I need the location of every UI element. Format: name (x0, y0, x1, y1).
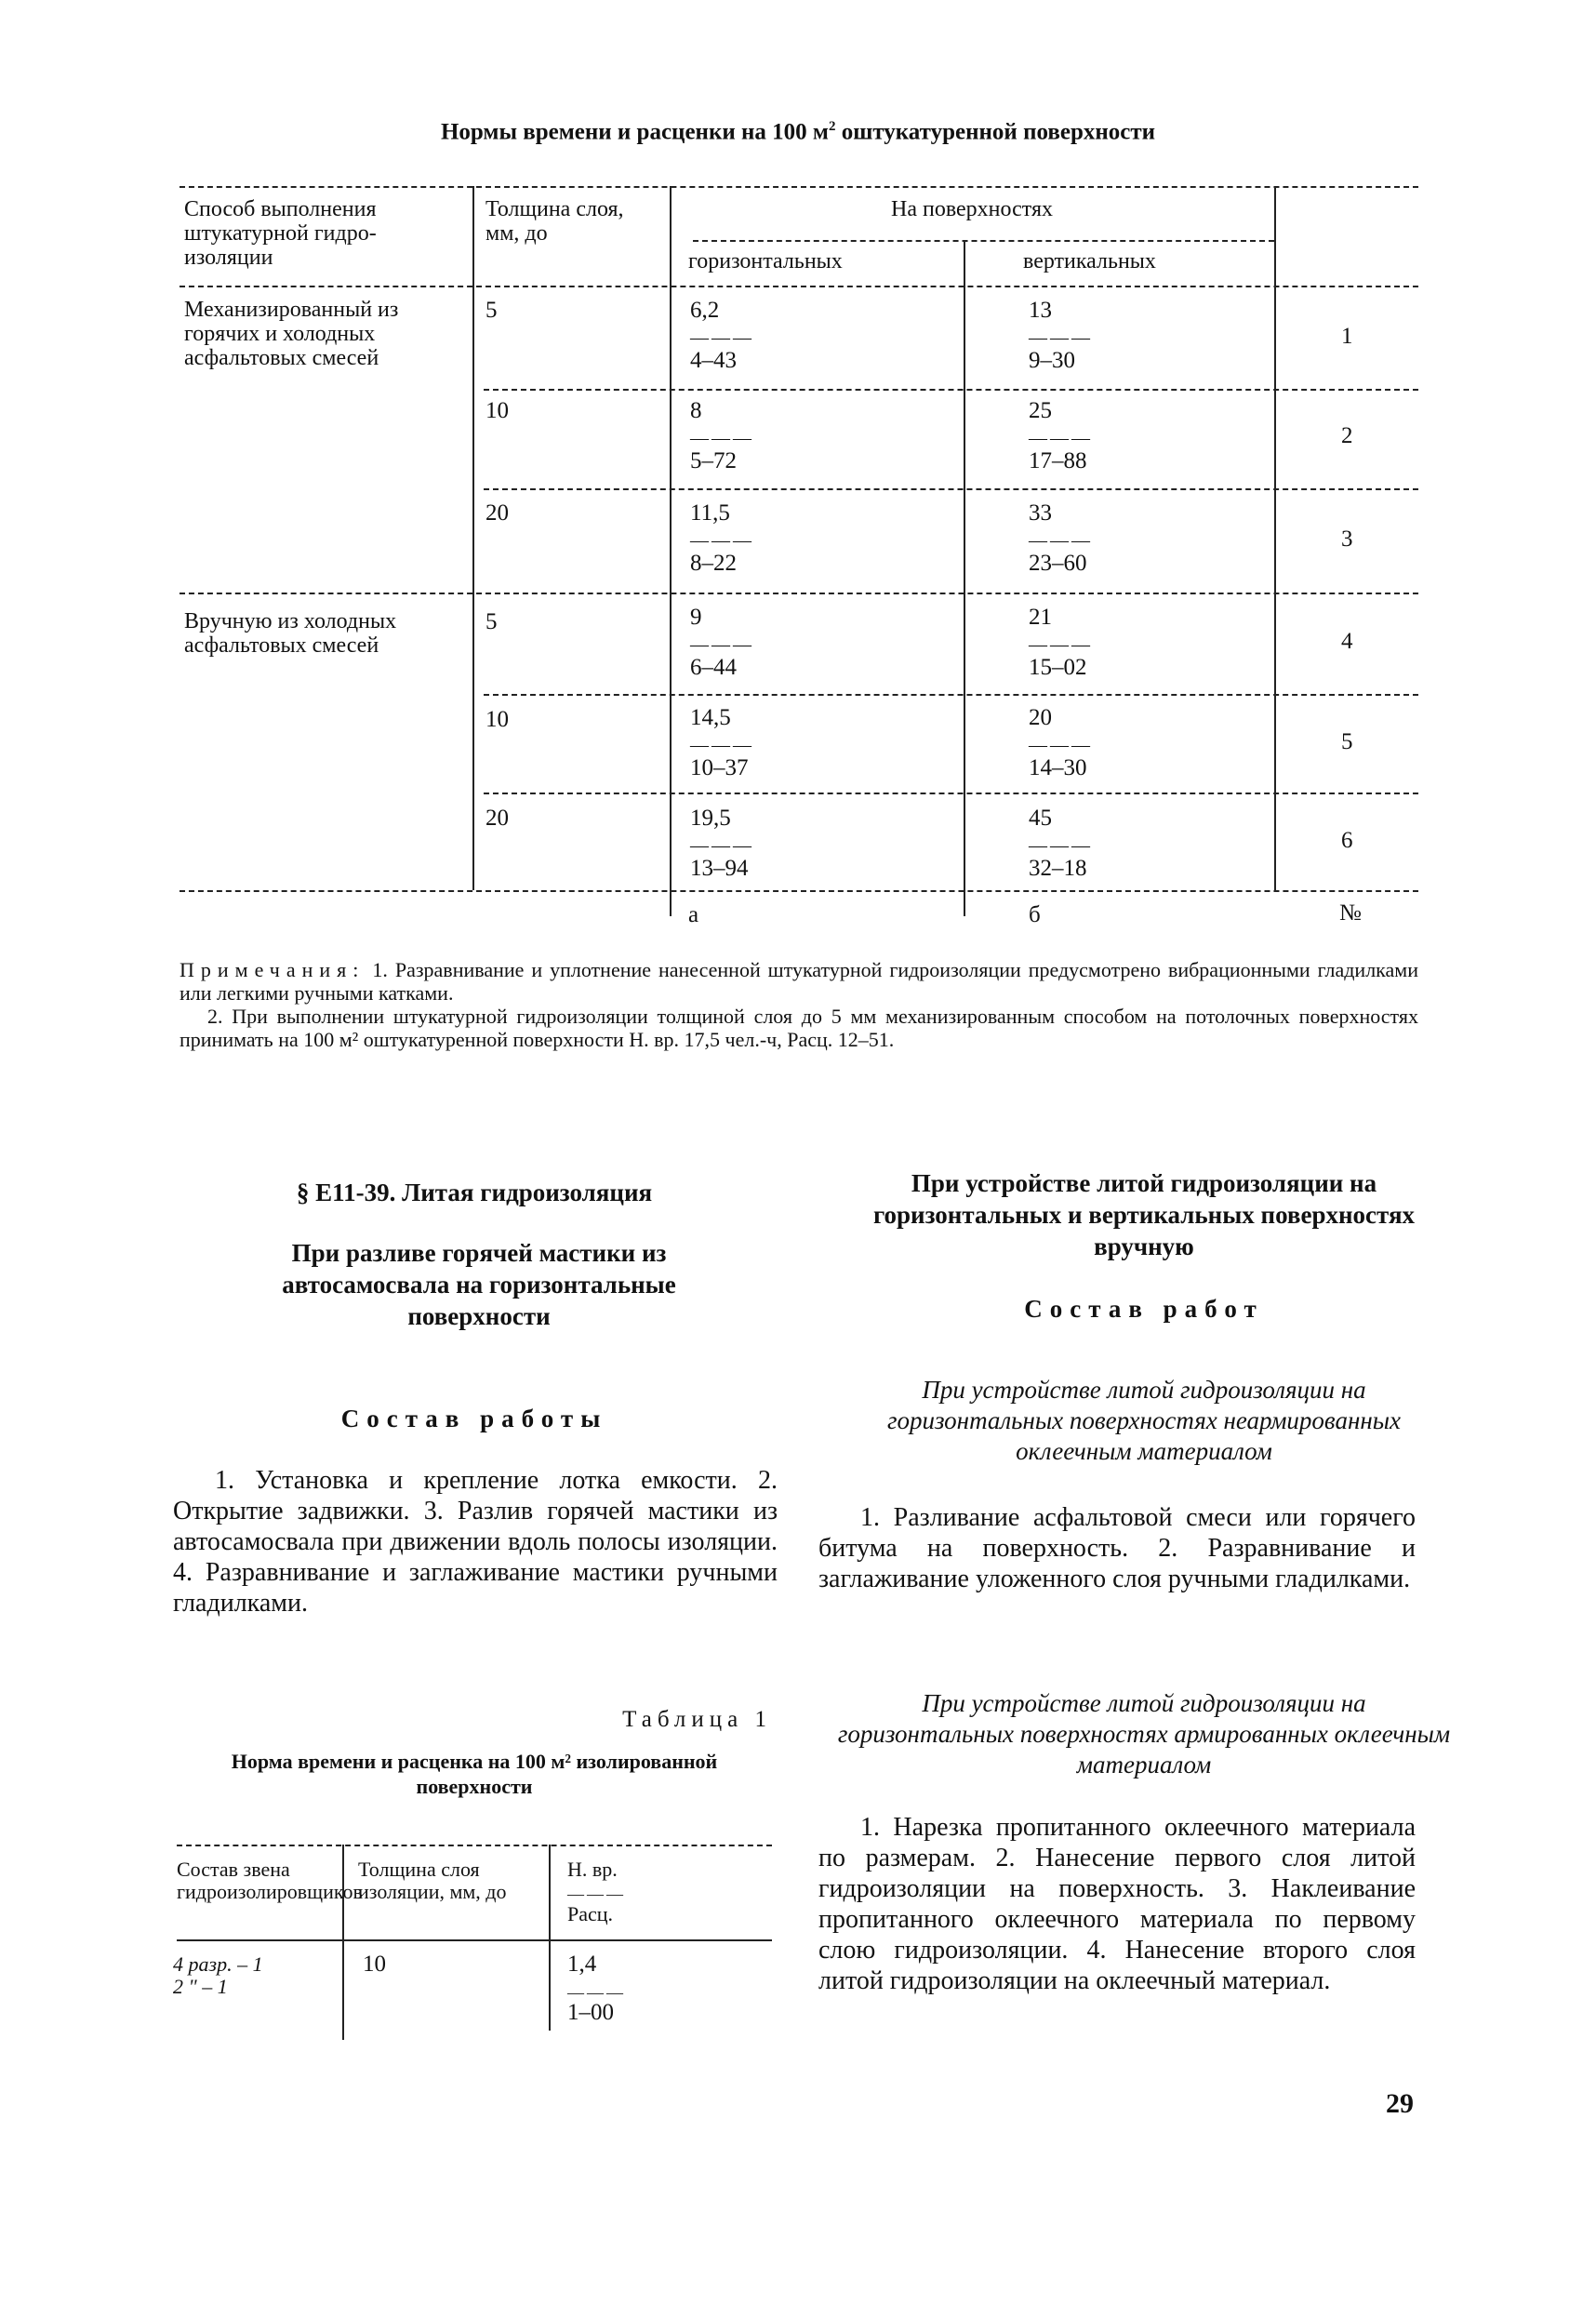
left-composition-title: Состав работы (340, 1405, 608, 1432)
v-rate: 9–30 (1029, 348, 1075, 373)
fraction-dash: ——— (1029, 327, 1093, 348)
v-rate: 17–88 (1029, 448, 1087, 473)
h-norm: 8 (690, 398, 702, 423)
thickness-cell: 20 (485, 500, 509, 526)
v-norm: 33 (1029, 500, 1052, 526)
fraction-dash: ——— (1029, 530, 1093, 551)
h-rate: 5–72 (690, 448, 737, 473)
fraction-dash: ——— (1029, 835, 1093, 856)
small-table-thickness: 10 (363, 1952, 386, 1977)
v-norm: 25 (1029, 398, 1052, 423)
table-body-bottom-line (180, 890, 1418, 892)
v-norm: 13 (1029, 298, 1052, 323)
row-line (484, 488, 1418, 490)
right-sub-1: При устройстве литой гидроизоляции на горизонтальных поверхностях неармированных оклеечным материалом (886, 1376, 1402, 1465)
section-heading: § Е11-39. Литая гидроизоляция (296, 1179, 653, 1206)
row-number: 2 (1341, 423, 1353, 448)
h-rate: 6–44 (690, 655, 737, 680)
h-norm: 19,5 (690, 806, 731, 831)
small-table-h2: Толщина слоя изоляции, мм, до (358, 1858, 507, 1903)
small-table-h3-bot: Расц. (567, 1902, 614, 1925)
right-composition-title: Состав работ (1024, 1295, 1264, 1323)
left-composition-text: 1. Установка и крепление лотка емкости. 2. Открытие задвижки. 3. Разлив горячей мастики из автосамосвала при движении вдоль полосы изоляции. 4. Разравнивание и заглаживание мастики ручными гладилками. (173, 1466, 778, 1618)
page-title-text: Нормы времени и расценки на 100 м (440, 119, 829, 145)
thickness-cell: 5 (485, 298, 498, 323)
row-number: 1 (1341, 324, 1353, 349)
notes-label: Примечания: (180, 958, 366, 981)
fraction-dash: ——— (690, 835, 754, 856)
thickness-cell: 10 (485, 707, 509, 732)
col-divider (670, 186, 672, 916)
h-norm: 9 (690, 605, 702, 630)
col-label-b: б (1029, 902, 1041, 927)
right-heading: При устройстве литой гидроизоляции на горизонтальных и вертикальных поверхностях вручную (872, 1169, 1416, 1260)
col-thickness-header: Толщина слоя, мм, до (485, 197, 624, 246)
page-number: 29 (1386, 2088, 1414, 2119)
fraction-dash: ——— (1029, 735, 1093, 755)
page-title (0, 119, 1596, 145)
small-table-top-line (177, 1845, 772, 1846)
table-1-title: Норма времени и расценка на 100 м² изолированной поверхности (231, 1750, 718, 1798)
small-table-divider (342, 1845, 344, 2040)
v-norm: 20 (1029, 705, 1052, 730)
right-text-1: 1. Разливание асфальтовой смеси или горячего битума на поверхность. 2. Разравнивание и заглаживание уложенного слоя ручными гладилками. (818, 1503, 1416, 1593)
page-title-sup: 2 (828, 119, 836, 134)
fraction-dash: ——— (690, 530, 754, 551)
row-number: 5 (1341, 729, 1353, 754)
col-vertical-header: вертикальных (1023, 249, 1156, 273)
v-rate: 14–30 (1029, 755, 1087, 780)
h-norm: 11,5 (690, 500, 730, 526)
right-text-2: 1. Нарезка пропитанного оклеечного материала по размерам. 2. Нанесение первого слоя литой гидроизоляции на поверхность. 3. Наклеивание пропитанного оклеечного материала по первому слою гидроизоляции. 4. Нанесение второго слоя литой гидроизоляции на оклеечный материал. (818, 1813, 1416, 1995)
fraction-dash: ——— (690, 634, 754, 655)
small-table-rasc: 1–00 (567, 2000, 614, 2025)
thickness-cell: 10 (485, 398, 509, 423)
small-table-dash: ——— (567, 1983, 626, 2002)
right-sub-2: При устройстве литой гидроизоляции на горизонтальных поверхностях армированных оклеечным материалом (837, 1689, 1451, 1778)
v-rate: 32–18 (1029, 856, 1087, 881)
h-norm: 14,5 (690, 705, 731, 730)
page-title-tail: оштукатуренной поверхности (835, 119, 1156, 145)
col-divider (1274, 186, 1276, 890)
row-number: 4 (1341, 629, 1353, 654)
v-norm: 21 (1029, 605, 1052, 630)
small-table-h3-top: Н. вр. (567, 1858, 618, 1881)
h-norm: 6,2 (690, 298, 720, 323)
note-1-text: 1. Разравнивание и уплотнение нанесенной штукатурной гидроизоляции предусмотрено вибрационными гладилками или легкими ручными катками. (180, 958, 1418, 1005)
fraction-dash: ——— (690, 428, 754, 448)
row-number: 6 (1341, 828, 1353, 853)
left-subheading: При разливе горячей мастики из автосамосвала на горизонтальные поверхности (282, 1239, 676, 1330)
row-number: 3 (1341, 526, 1353, 552)
v-norm: 45 (1029, 806, 1052, 831)
fraction-dash: ——— (690, 327, 754, 348)
h-rate: 4–43 (690, 348, 737, 373)
small-table-h1: Состав звена гидроизолировщиков (177, 1858, 363, 1903)
note-2: 2. При выполнении штукатурной гидроизоляции толщиной слоя до 5 мм механизированным способом на потолочных поверхностях принимать на 100 м² оштукатуренной поверхности Н. вр. 17,5 чел.-ч, Расц. 12–51. (180, 1005, 1418, 1051)
fraction-dash: ——— (1029, 428, 1093, 448)
h-rate: 10–37 (690, 755, 749, 780)
table-1-label: Таблица 1 (622, 1707, 772, 1732)
h-rate: 8–22 (690, 551, 737, 576)
notes (180, 958, 1418, 1051)
note-1 (180, 958, 1418, 1005)
small-table-worker-2: 2 " – 1 (173, 1975, 228, 1998)
fraction-dash: ——— (1029, 634, 1093, 655)
small-table-worker-1: 4 разр. – 1 (173, 1952, 263, 1976)
table-top-line (180, 186, 1418, 188)
thickness-cell: 20 (485, 806, 509, 831)
small-table-divider (549, 1845, 551, 2031)
row-line (180, 593, 1418, 594)
small-table-header-line (177, 1939, 772, 1941)
header-bottom-line (180, 286, 1418, 287)
small-table-h3-dash: ——— (567, 1885, 626, 1903)
v-rate: 23–60 (1029, 551, 1087, 576)
small-table-nvr: 1,4 (567, 1952, 597, 1977)
col-label-a: а (688, 902, 699, 927)
col-divider (964, 240, 965, 916)
col-method-header: Способ выполнения штукатурной гидро-изоляции (184, 197, 377, 270)
row-line (484, 793, 1418, 794)
v-rate: 15–02 (1029, 655, 1087, 680)
thickness-cell: 5 (485, 609, 498, 634)
row-line (484, 389, 1418, 391)
fraction-dash: ——— (690, 735, 754, 755)
group-header: На поверхностях (891, 197, 1053, 221)
row-line (484, 694, 1418, 696)
method-manual: Вручную из холодных асфальтовых смесей (184, 609, 397, 658)
group-header-line (693, 240, 1274, 242)
h-rate: 13–94 (690, 856, 749, 881)
col-divider (472, 186, 474, 890)
method-mechanized: Механизированный из горячих и холодных асфальтовых смесей (184, 298, 399, 370)
col-horizontal-header: горизонтальных (688, 249, 843, 273)
col-label-no: № (1339, 900, 1362, 926)
